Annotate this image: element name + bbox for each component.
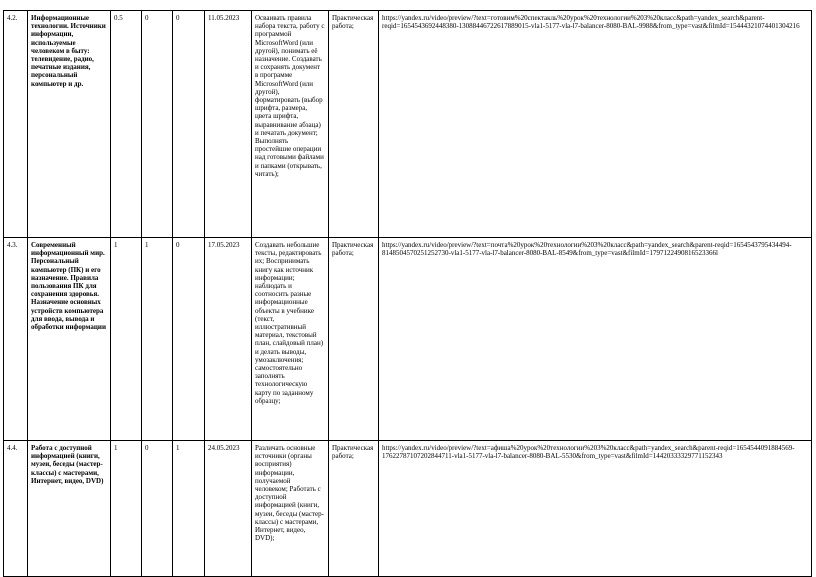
- lesson-date: 11.05.2023: [205, 11, 252, 238]
- student-activity: Различать основные источники (органы восприятия) информации, получаемой человеком; Работать с доступной информацией (книги, музеи, беседы (мастер-классы) с мастерами, Интернет, видео, DVD);: [252, 441, 329, 577]
- lesson-topic: Работа с доступной информацией (книги, музеи, беседы (мастер-классы) с мастерами, Интернет, видео, DVD): [28, 441, 111, 577]
- lesson-plan-table: [3, 10, 812, 577]
- practical-works: 0: [173, 238, 205, 441]
- lesson-number: 4.4.: [4, 441, 28, 577]
- table-row: [4, 238, 812, 441]
- lesson-topic: Современный информационный мир. Персональный компьютер (ПК) и его назначение. Правила пользования ПК для сохранения здоровья. Назначение основных устройств компьютера для ввода, вывода и обработки информации: [28, 238, 111, 441]
- student-activity: Создавать небольшие тексты, редактировать их; Воспринимать книгу как источник информации; наблюдать и соотносить разные информационные объекты в учебнике (текст, иллюстративный материал, текстовый план, слайдовый план) и делать выводы, умозаключения; самостоятельно заполнять технологическую карту по заданному образцу;: [252, 238, 329, 441]
- total-hours: 1: [111, 441, 142, 577]
- lesson-number: 4.2.: [4, 11, 28, 238]
- lesson-number: 4.3.: [4, 238, 28, 441]
- total-hours: 1: [111, 238, 142, 441]
- lesson-topic: Информационные технологии. Источники информации, используемые человеком в быту: телевидение, радио, печатные издания, персональный компьютер и др.: [28, 11, 111, 238]
- control-works: 0: [142, 441, 173, 577]
- assessment-form: Практическая работа;: [329, 11, 379, 238]
- assessment-form: Практическая работа;: [329, 238, 379, 441]
- control-works: 1: [142, 238, 173, 441]
- resource-link[interactable]: https://yandex.ru/video/preview/?text=готовим%20спектакль%20урок%20технологии%203%20класс&path=yandex_search&parent-reqid=1654543692448380-13088446722617889015-vla1-5177-vla-l7-balancer-8080-BAL-9988&from_type=vast&filmId=15444321074401304216: [379, 11, 812, 238]
- resource-link[interactable]: https://yandex.ru/video/preview/?text=афиша%20урок%20технологии%203%20класс&path=yandex_search&parent-reqid=1654544091884569-17622787107202844711-vla1-5177-vla-l7-balancer-8080-BAL-5530&from_type=vast&filmId=14420333329771152343: [379, 441, 812, 577]
- table-row: [4, 441, 812, 577]
- practical-works: 0: [173, 11, 205, 238]
- assessment-form: Практическая работа;: [329, 441, 379, 577]
- resource-link[interactable]: https://yandex.ru/video/preview/?text=почта%20урок%20технологии%203%20класс&path=yandex_search&parent-reqid=1654543795434494-8148504570251252730-vla1-5177-vla-l7-balancer-8080-BAL-8549&from_type=vast&filmId=1797122490816523366l: [379, 238, 812, 441]
- student-activity: Осваивать правила набора текста, работу с программой MicrosoftWord (или другой), понимать её назначение. Создавать и сохранять документ в программе MicrosoftWord (или другой), форматировать (выбор шрифта, размера, цвета шрифта, выравнивание абзаца) и печатать документ; Выполнять простейшие операции над готовыми файлами и папками (открывать, читать);: [252, 11, 329, 238]
- lesson-date: 24.05.2023: [205, 441, 252, 577]
- practical-works: 1: [173, 441, 205, 577]
- total-hours: 0.5: [111, 11, 142, 238]
- table-row: [4, 11, 812, 238]
- lesson-date: 17.05.2023: [205, 238, 252, 441]
- control-works: 0: [142, 11, 173, 238]
